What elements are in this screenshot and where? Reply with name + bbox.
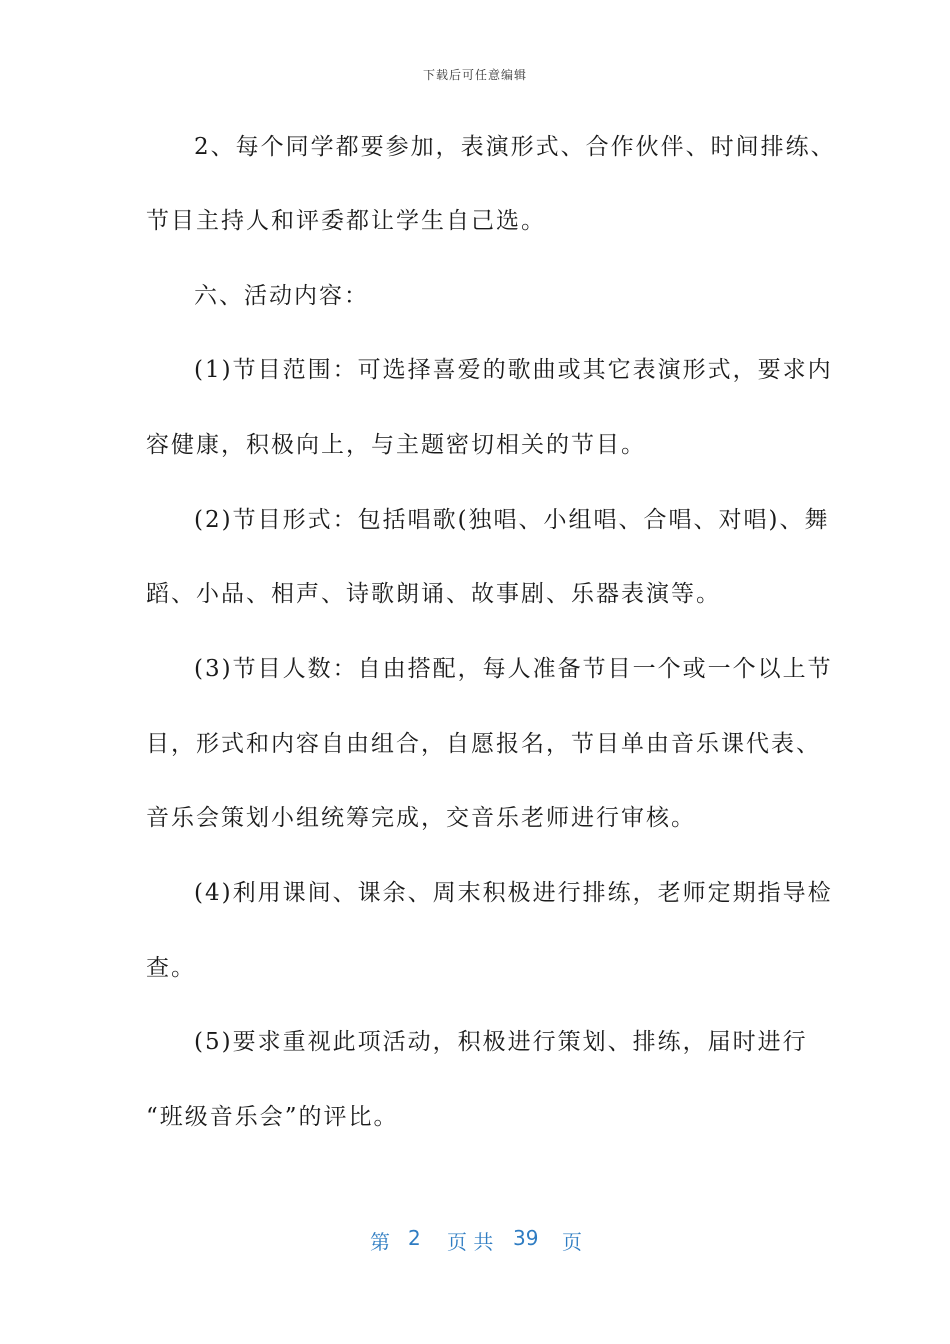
paragraph-line: 蹈、小品、相声、诗歌朗诵、故事剧、乐器表演等。 <box>146 581 721 607</box>
paragraph-line: “班级音乐会”的评比。 <box>146 1104 399 1130</box>
paragraph-line: 节目主持人和评委都让学生自己选。 <box>146 208 546 234</box>
paragraph-line: 2、每个同学都要参加，表演形式、合作伙伴、时间排练、 <box>194 134 836 160</box>
footer-label-page: 第 <box>370 1230 390 1254</box>
paragraph-line: 查。 <box>146 955 196 981</box>
footer-label-total: 页 共 <box>447 1230 494 1254</box>
total-page-count: 39 <box>513 1226 539 1250</box>
paragraph-line: (5)要求重视此项活动，积极进行策划、排练，届时进行 <box>194 1029 808 1055</box>
header-note: 下载后可任意编辑 <box>422 68 527 82</box>
paragraph-line: 目，形式和内容自由组合，自愿报名，节目单由音乐课代表、 <box>146 731 821 757</box>
section-heading: 六、活动内容： <box>194 283 369 309</box>
current-page-number: 2 <box>408 1226 421 1250</box>
paragraph-line: 容健康，积极向上，与主题密切相关的节目。 <box>146 432 646 458</box>
paragraph-line: (3)节目人数：自由搭配，每人准备节目一个或一个以上节 <box>194 656 833 682</box>
paragraph-line: 音乐会策划小组统筹完成，交音乐老师进行审核。 <box>146 805 696 831</box>
paragraph-line: (1)节目范围：可选择喜爱的歌曲或其它表演形式，要求内 <box>194 357 833 383</box>
paragraph-line: (2)节目形式：包括唱歌(独唱、小组唱、合唱、对唱)、舞 <box>194 507 830 533</box>
footer-label-end: 页 <box>562 1230 582 1254</box>
paragraph-line: (4)利用课间、课余、周末积极进行排练，老师定期指导检 <box>194 880 833 906</box>
